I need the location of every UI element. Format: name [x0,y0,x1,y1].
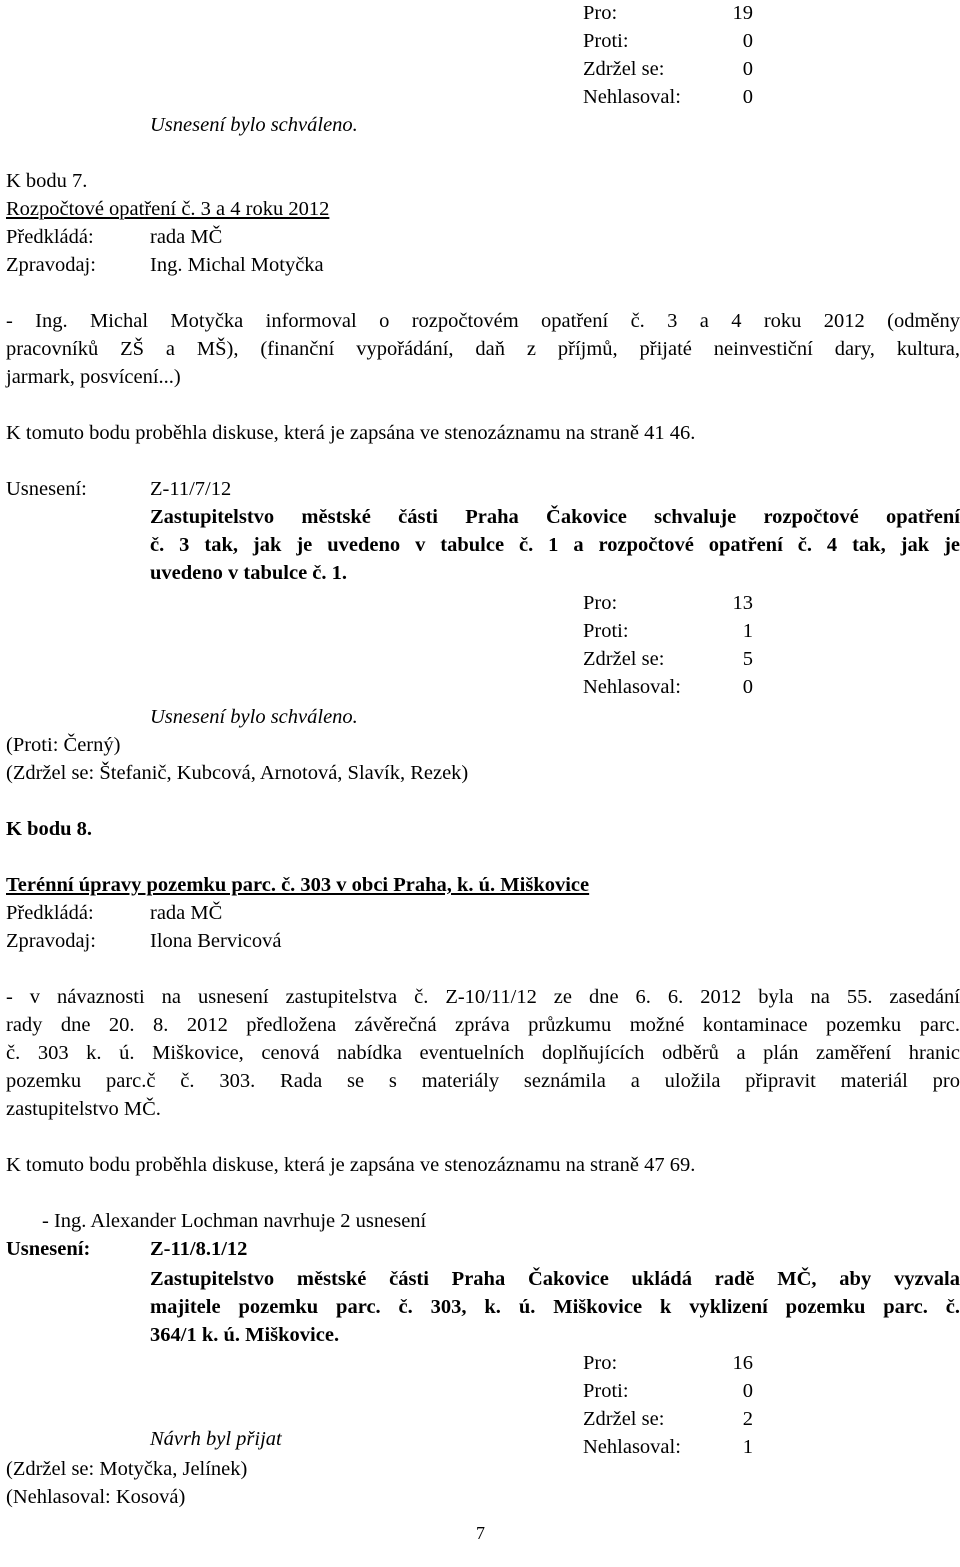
vote-label: Proti: [583,30,629,52]
vote-value: 1 [742,620,753,642]
vote-abstain-row [583,1406,753,1434]
vote-value: 0 [742,58,753,80]
resolution-result: Usnesení bylo schváleno. [150,706,358,728]
presenter-value: rada MČ [150,902,223,924]
vote-label: Pro: [583,592,618,614]
paragraph-line: - Ing. Michal Motyčka informoval o rozpočtovém opatření č. 3 a 4 roku 2012 (odměny [6,310,960,332]
vote-value: 0 [742,676,753,698]
item-title: Rozpočtové opatření č. 3 a 4 roku 2012 [6,198,330,220]
item-heading: K bodu 7. [6,170,88,192]
vote-against-row [583,28,753,56]
resolution-label: Usnesení: [6,478,87,500]
vote-value: 2 [742,1408,753,1430]
vote-label: Zdržel se: [583,1408,665,1430]
vote-value: 5 [742,648,753,670]
vote-against-row [583,618,753,646]
resolution-number: Z-11/7/12 [150,478,232,500]
presenter-value: rada MČ [150,226,223,248]
proposal-result: Návrh byl přijat [150,1428,282,1450]
paragraph-line: zastupitelstvo MČ. [6,1098,161,1120]
vote-label: Proti: [583,1380,629,1402]
resolution-text-line: Zastupitelstvo městské části Praha Čakovice schvaluje rozpočtové opatření [150,506,960,528]
against-names: (Proti: Černý) [6,734,121,756]
vote-value: 19 [732,2,753,24]
vote-label: Proti: [583,620,629,642]
presenter-row [6,900,222,927]
resolution-text-line: Zastupitelstvo městské části Praha Čakovice ukládá radě MČ, aby vyzvala [150,1268,960,1290]
abstained-names: (Zdržel se: Štefanič, Kubcová, Arnotová, Slavík, Rezek) [6,762,469,784]
vote-value: 0 [742,30,753,52]
vote-label: Nehlasoval: [583,1436,681,1458]
rapporteur-row [6,928,282,955]
vote-notvoted-row [583,674,753,702]
vote-value: 1 [742,1436,753,1458]
vote-value: 16 [732,1352,753,1374]
rapporteur-label: Zpravodaj: [6,930,96,952]
resolution-number: Z-11/8.1/12 [150,1238,248,1260]
item-title: Terénní úpravy pozemku parc. č. 303 v obci Praha, k. ú. Miškovice [6,874,590,896]
vote-notvoted-row [583,1434,753,1462]
rapporteur-row [6,252,324,279]
paragraph-line: rady dne 20. 8. 2012 předložena závěrečná zpráva průzkumu možné kontaminace pozemku parc. [6,1014,960,1036]
vote-label: Nehlasoval: [583,676,681,698]
vote-for-row [583,590,753,618]
vote-abstain-row [583,56,753,84]
vote-value: 13 [732,592,753,614]
resolution-label: Usnesení: [6,1238,91,1260]
vote-label: Pro: [583,1352,618,1374]
discussion-note: K tomuto bodu proběhla diskuse, která je zapsána ve stenozáznamu na straně 47 69. [6,1154,696,1176]
resolution-text-line: majitele pozemku parc. č. 303, k. ú. Miškovice k vyklizení pozemku parc. č. [150,1296,960,1318]
vote-label: Nehlasoval: [583,86,681,108]
resolution-result: Usnesení bylo schváleno. [150,114,358,136]
paragraph-line: - v návaznosti na usnesení zastupitelstva č. Z-10/11/12 ze dne 6. 6. 2012 byla na 55. zasedání [6,986,960,1008]
resolution-text-line: uvedeno v tabulce č. 1. [150,562,348,584]
proposal-note: - Ing. Alexander Lochman navrhuje 2 usnesení [42,1210,427,1232]
item-heading: K bodu 8. [6,818,93,840]
page-number: 7 [476,1523,485,1543]
vote-value: 0 [742,1380,753,1402]
presenter-row [6,224,222,251]
paragraph-line: č. 303 k. ú. Miškovice, cenová nabídka eventuelních doplňujících odběrů a plán zaměření hranic [6,1042,960,1064]
vote-abstain-row [583,646,753,674]
vote-notvoted-row [583,84,753,112]
presenter-label: Předkládá: [6,226,94,248]
vote-value: 0 [742,86,753,108]
vote-label: Pro: [583,2,618,24]
discussion-note: K tomuto bodu proběhla diskuse, která je zapsána ve stenozáznamu na straně 41 46. [6,422,696,444]
paragraph-line: jarmark, posvícení...) [6,366,181,388]
vote-against-row [583,1378,753,1406]
vote-for-row [583,1350,753,1378]
vote-label: Zdržel se: [583,648,665,670]
not-voted-names: (Nehlasoval: Kosová) [6,1486,186,1508]
resolution-text-line: 364/1 k. ú. Miškovice. [150,1324,340,1346]
paragraph-line: pozemku parc.č č. 303. Rada se s materiály seznámila a uložila připravit materiál pro [6,1070,960,1092]
presenter-label: Předkládá: [6,902,94,924]
vote-label: Zdržel se: [583,58,665,80]
rapporteur-label: Zpravodaj: [6,254,96,276]
rapporteur-value: Ing. Michal Motyčka [150,254,324,276]
rapporteur-value: Ilona Bervicová [150,930,282,952]
abstained-names: (Zdržel se: Motyčka, Jelínek) [6,1458,248,1480]
vote-for-row [583,0,753,28]
resolution-text-line: č. 3 tak, jak je uvedeno v tabulce č. 1 a rozpočtové opatření č. 4 tak, jak je [150,534,960,556]
paragraph-line: pracovníků ZŠ a MŠ), (finanční vypořádání, daň z příjmů, přijaté neinvestiční dary, kultura, [6,338,960,360]
